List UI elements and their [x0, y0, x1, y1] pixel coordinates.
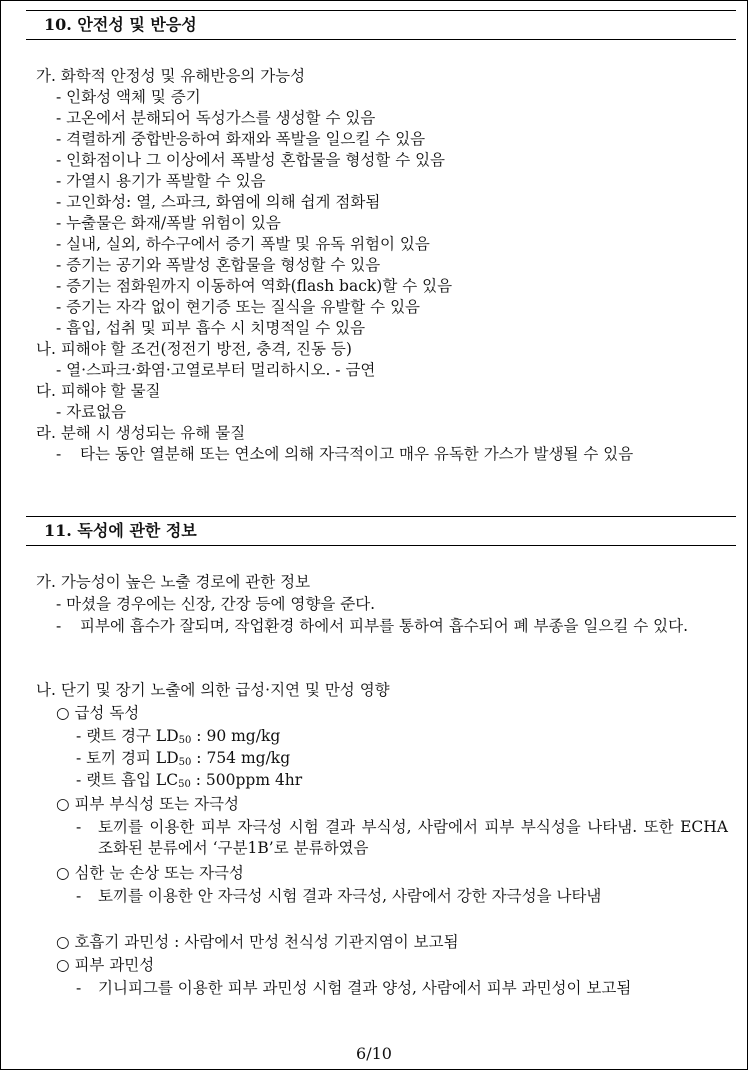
toxicity-label: - 토끼 경피 LD: [76, 749, 179, 767]
list-item: - 가열시 용기가 폭발할 수 있음: [56, 172, 266, 190]
heading-11-a: 가. 가능성이 높은 노출 경로에 관한 정보: [36, 573, 311, 591]
heading-10-c: 다. 피해야 할 물질: [36, 382, 161, 400]
subsection-respiratory-sensitization: ○ 호흡기 과민성 : 사람에서 만성 천식성 기관지염이 보고됨: [56, 933, 459, 951]
section-11-title: 11. 독성에 관한 정보: [26, 516, 736, 546]
list-dash: -: [76, 818, 82, 836]
list-item: 기니피그를 이용한 피부 과민성 시험 결과 양성, 사람에서 피부 과민성이 보고됨: [98, 979, 632, 997]
list-item: - 격렬하게 중합반응하여 화재와 폭발을 일으킬 수 있음: [56, 130, 426, 148]
subsection-skin-sensitization: ○ 피부 과민성: [56, 956, 155, 974]
toxicity-item: [76, 748, 290, 769]
list-item: - 자료없음: [56, 403, 127, 421]
toxicity-value: : 90 mg/kg: [191, 727, 281, 745]
list-item: - 실내, 실외, 하수구에서 증기 폭발 및 유독 위험이 있음: [56, 235, 430, 253]
list-item: - 누출물은 화재/폭발 위험이 있음: [56, 214, 281, 232]
list-dash: -: [76, 979, 82, 997]
list-item: - 고인화성: 열, 스파크, 화염에 의해 쉽게 점화됨: [56, 193, 381, 211]
list-item: 피부에 흡수가 잘되며, 작업환경 하에서 피부를 통하여 흡수되어 폐 부종을 일으킬 수 있다.: [80, 617, 689, 635]
page-number: 6/10: [356, 1044, 392, 1063]
list-item: - 흡입, 섭취 및 피부 흡수 시 치명적일 수 있음: [56, 319, 366, 337]
toxicity-label: - 랫트 흡입 LC: [76, 771, 179, 789]
list-dash: -: [76, 887, 82, 905]
heading-10-d: 라. 분해 시 생성되는 유해 물질: [36, 424, 246, 442]
toxicity-item: [76, 770, 302, 791]
list-item: - 마셨을 경우에는 신장, 간장 등에 영향을 준다.: [56, 595, 376, 613]
heading-10-b: 나. 피해야 할 조건(정전기 방전, 충격, 진동 등): [36, 340, 352, 358]
list-item: - 증기는 자각 없이 현기증 또는 질식을 유발할 수 있음: [56, 298, 421, 316]
heading-10-a: 가. 화학적 안정성 및 유해반응의 가능성: [36, 67, 306, 85]
section-10-title: 10. 안전성 및 반응성: [26, 10, 736, 40]
list-item: 토끼를 이용한 안 자극성 시험 결과 자극성, 사람에서 강한 자극성을 나타냄: [98, 887, 602, 905]
list-item: - 인화점이나 그 이상에서 폭발성 혼합물을 형성할 수 있음: [56, 151, 446, 169]
list-item: - 열·스파크·화염·고열로부터 멀리하시오. - 금연: [56, 361, 376, 379]
list-item: - 고온에서 분해되어 독성가스를 생성할 수 있음: [56, 109, 376, 127]
toxicity-subscript: 50: [178, 779, 191, 790]
heading-11-b: 나. 단기 및 장기 노출에 의한 급성·지연 및 만성 영향: [36, 681, 390, 699]
subsection-eye-damage: ○ 심한 눈 손상 또는 자극성: [56, 864, 244, 882]
toxicity-label: - 랫트 경구 LD: [76, 727, 179, 745]
list-item: 토끼를 이용한 피부 자극성 시험 결과 부식성, 사람에서 피부 부식성을 나타냄. 또한 ECHA 조화된 분류에서 ‘구분1B’로 분류하였음: [98, 818, 728, 857]
subsection-skin-corrosion: ○ 피부 부식성 또는 자극성: [56, 795, 239, 813]
toxicity-value: : 754 mg/kg: [191, 749, 291, 767]
subsection-acute-toxicity: ○ 급성 독성: [56, 704, 140, 722]
toxicity-value: : 500ppm 4hr: [190, 771, 303, 789]
toxicity-subscript: 50: [178, 735, 192, 746]
section-10: [26, 10, 736, 40]
list-item: - 증기는 공기와 폭발성 혼합물을 형성할 수 있음: [56, 256, 381, 274]
toxicity-item: [76, 726, 280, 747]
list-dash: -: [56, 617, 62, 635]
toxicity-subscript: 50: [178, 757, 192, 768]
list-item: - 증기는 점화원까지 이동하여 역화(flash back)할 수 있음: [56, 277, 453, 295]
list-item: 타는 동안 열분해 또는 연소에 의해 자극적이고 매우 유독한 가스가 발생될 수 있음: [80, 445, 634, 463]
list-dash: -: [56, 445, 62, 463]
section-11: [26, 516, 736, 546]
list-item: - 인화성 액체 및 증기: [56, 88, 201, 106]
